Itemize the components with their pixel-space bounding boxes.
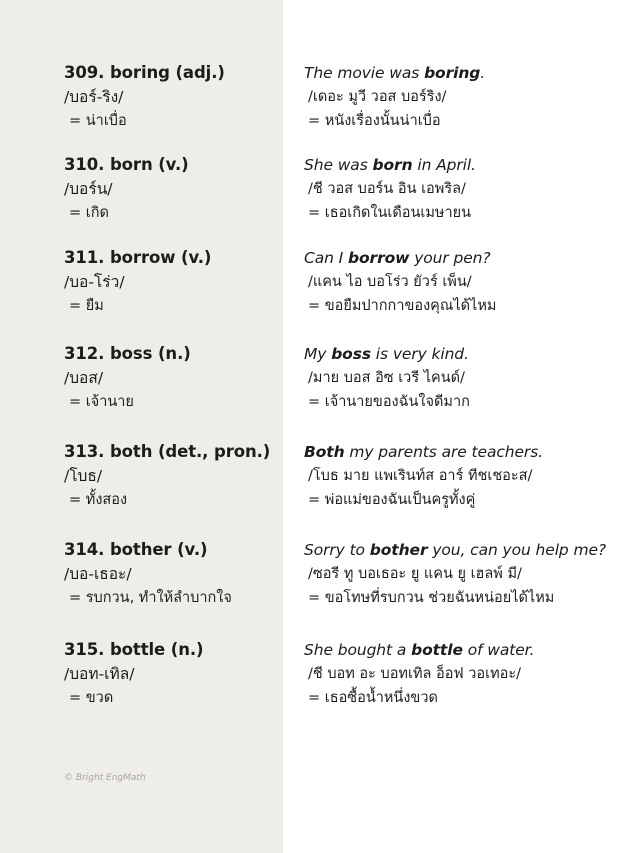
pronunciation: /บอส/ <box>64 369 104 387</box>
example-translation: = หนังเรื่องนั้นน่าเบื่อ <box>308 113 441 129</box>
example-text-before: Sorry to <box>304 541 370 559</box>
example-column <box>304 153 634 225</box>
example-text-after: . <box>480 64 486 82</box>
example-text-before: Can I <box>304 249 348 267</box>
vocab-entry <box>0 342 640 422</box>
word-column <box>64 342 279 414</box>
example-keyword: Both <box>304 443 345 461</box>
example-column <box>304 246 634 318</box>
example-keyword: born <box>372 156 413 174</box>
example-keyword: boring <box>424 64 481 82</box>
example-sentence <box>304 638 634 662</box>
meaning: = ยืม <box>69 298 104 314</box>
example-pronunciation: /ชี วอส บอร์น อิน เอพริล/ <box>308 181 466 197</box>
meaning: = เจ้านาย <box>69 394 134 410</box>
word-column <box>64 538 279 610</box>
pronunciation: /บอ-โร่ว/ <box>64 273 125 291</box>
example-keyword: bottle <box>411 641 463 659</box>
example-pronunciation: /แคน ไอ บอโร่ว ยัวร์ เพ็น/ <box>308 274 472 290</box>
vocab-entry <box>0 440 640 520</box>
example-translation: = เธอเกิดในเดือนเมษายน <box>308 205 472 221</box>
meaning: = ทั้งสอง <box>69 492 128 508</box>
example-text-before: The movie was <box>304 64 425 82</box>
example-translation: = ขอยืมปากกาของคุณได้ไหม <box>308 298 497 314</box>
example-keyword: bother <box>369 541 428 559</box>
example-sentence <box>304 342 634 366</box>
meaning: = ขวด <box>69 690 114 706</box>
headword: 313. both (det., pron.) <box>64 442 271 461</box>
footer-credit: © Bright EngMath <box>64 773 146 783</box>
example-translation: = เจ้านายของฉันใจดีมาก <box>308 394 470 410</box>
word-column <box>64 638 279 710</box>
vocab-entry <box>0 153 640 233</box>
word-column <box>64 61 279 133</box>
pronunciation: /บอ-เธอะ/ <box>64 565 132 583</box>
example-column <box>304 538 634 610</box>
pronunciation: /บอร์-ริง/ <box>64 88 124 106</box>
example-column <box>304 342 634 414</box>
example-translation: = พ่อแม่ของฉันเป็นครูทั้งคู่ <box>308 492 476 508</box>
example-pronunciation: /โบธ มาย แพเรินท์ส อาร์ ทีชเชอะส/ <box>308 468 533 484</box>
pronunciation: /บอร์น/ <box>64 180 113 198</box>
word-column <box>64 153 279 225</box>
example-keyword: boss <box>331 345 371 363</box>
example-text-before: My <box>304 345 332 363</box>
example-pronunciation: /ชี บอท อะ บอทเทิล อ็อฟ วอเทอะ/ <box>308 666 522 682</box>
example-sentence <box>304 538 634 562</box>
headword: 310. born (v.) <box>64 155 189 174</box>
headword: 314. bother (v.) <box>64 540 208 559</box>
example-text-after: is very kind. <box>370 345 469 363</box>
pronunciation: /บอท-เทิล/ <box>64 665 135 683</box>
example-text-after: in April. <box>412 156 476 174</box>
example-translation: = เธอซื้อน้ำหนึ่งขวด <box>308 690 438 706</box>
word-column <box>64 246 279 318</box>
example-column <box>304 638 634 710</box>
vocab-entry <box>0 246 640 326</box>
vocab-entry <box>0 538 640 618</box>
example-sentence <box>304 153 634 177</box>
meaning: = น่าเบื่อ <box>69 113 127 129</box>
example-keyword: borrow <box>347 249 410 267</box>
headword: 315. bottle (n.) <box>64 640 204 659</box>
example-pronunciation: /ซอรี ทู บอเธอะ ยู แคน ยู เฮลพ์ มี/ <box>308 566 522 582</box>
example-text-before: She was <box>304 156 373 174</box>
example-text-after: your pen? <box>409 249 491 267</box>
example-pronunciation: /เดอะ มูวี วอส บอร์ริง/ <box>308 89 447 105</box>
example-sentence <box>304 61 634 85</box>
example-sentence <box>304 440 634 464</box>
example-translation: = ขอโทษที่รบกวน ช่วยฉันหน่อยได้ไหม <box>308 590 555 606</box>
headword: 311. borrow (v.) <box>64 248 212 267</box>
meaning: = เกิด <box>69 205 109 221</box>
vocab-entry <box>0 638 640 718</box>
example-text-after: my parents are teachers. <box>344 443 543 461</box>
example-column <box>304 61 634 133</box>
example-text-after: of water. <box>462 641 535 659</box>
example-column <box>304 440 634 512</box>
vocab-entry <box>0 61 640 141</box>
example-pronunciation: /มาย บอส อิซ เวรี ไคนด์/ <box>308 370 465 386</box>
word-column <box>64 440 279 512</box>
headword: 309. boring (adj.) <box>64 63 225 82</box>
meaning: = รบกวน, ทำให้ลำบากใจ <box>69 590 232 606</box>
example-text-before: She bought a <box>304 641 412 659</box>
headword: 312. boss (n.) <box>64 344 191 363</box>
pronunciation: /โบธ/ <box>64 467 103 485</box>
example-text-after: you, can you help me? <box>427 541 607 559</box>
example-sentence <box>304 246 634 270</box>
